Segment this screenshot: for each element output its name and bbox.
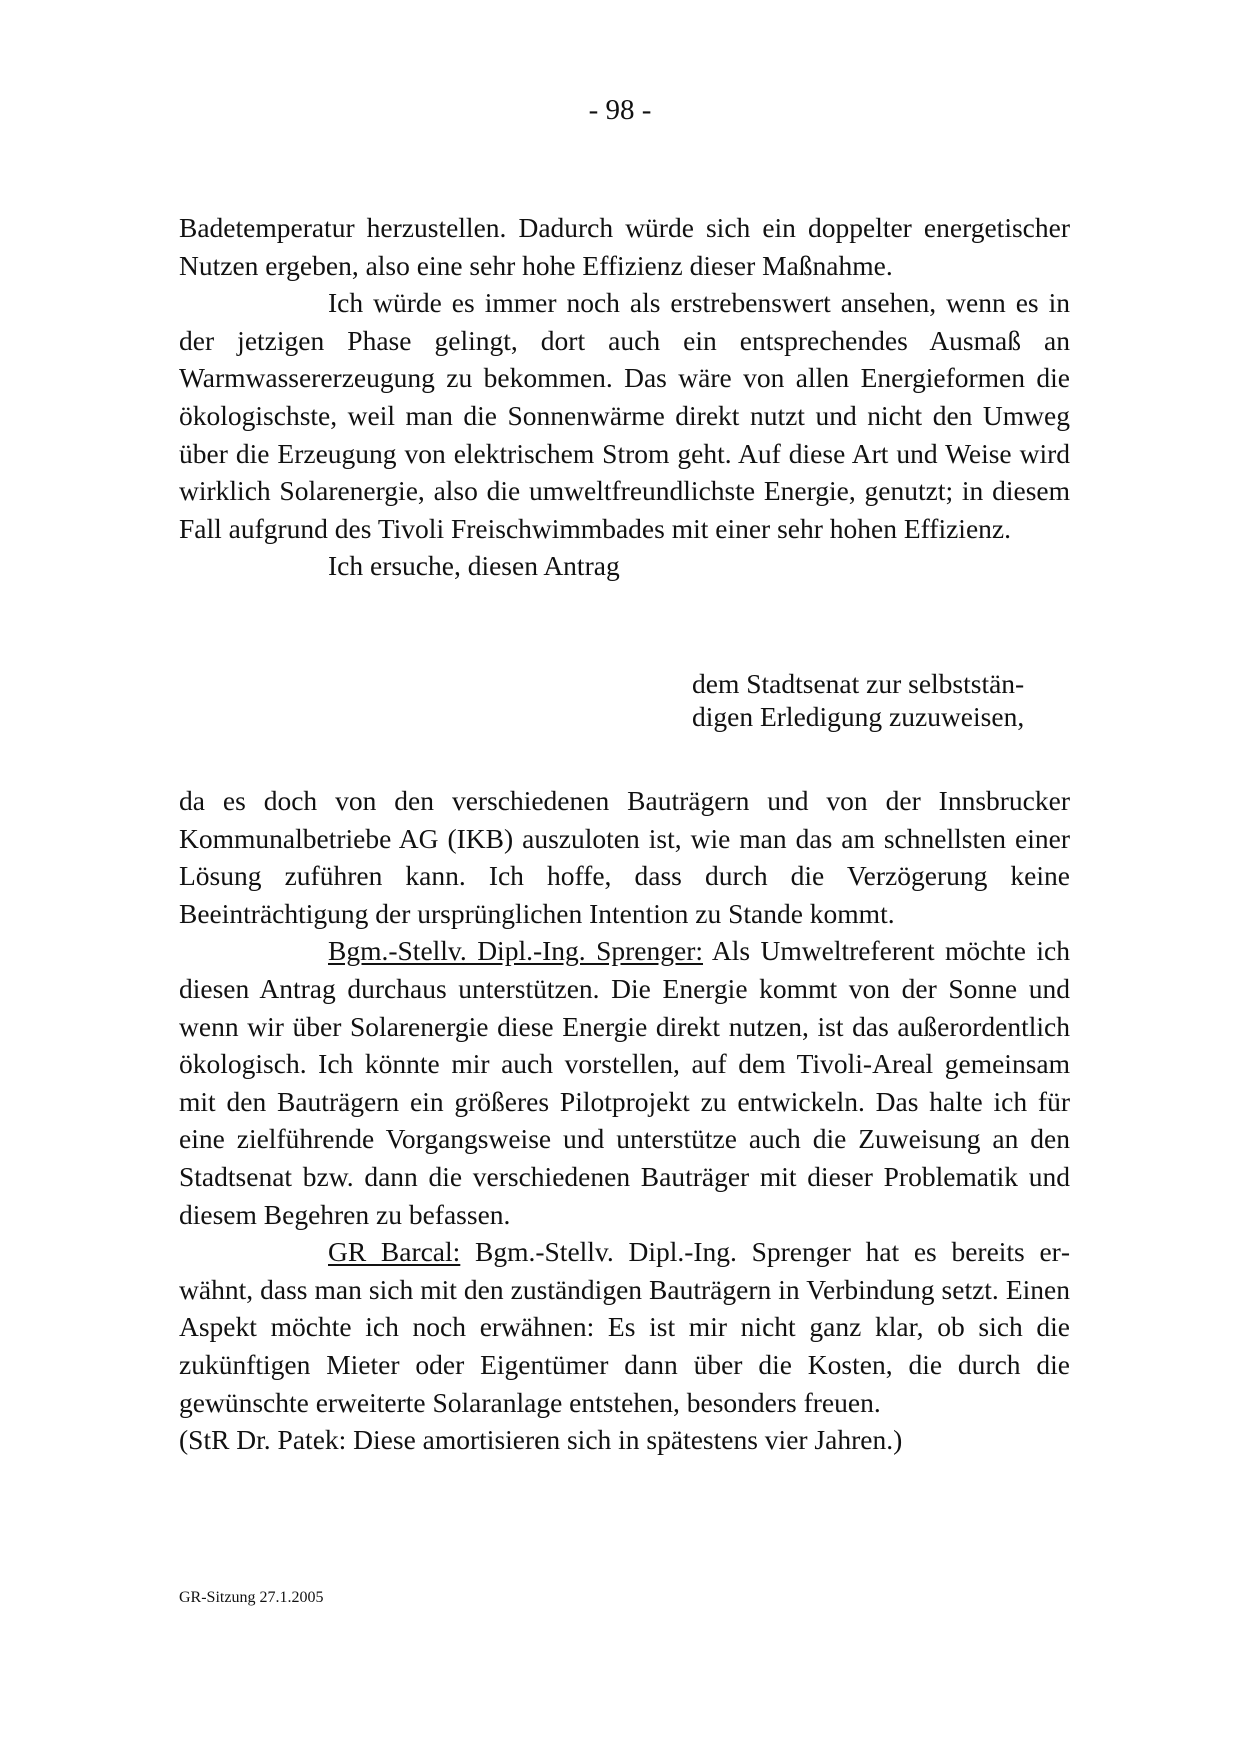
speaker-name: Bgm.-Stellv. Dipl.-Ing. Sprenger: (328, 935, 703, 967)
motion-line: dem Stadtsenat zur selbststän- (692, 668, 1025, 699)
motion-text (692, 667, 1082, 733)
speech-paragraph (179, 1233, 1070, 1421)
interjection: (StR Dr. Patek: Diese amortisieren sich in spätestens vier Jahren.) (179, 1424, 903, 1456)
footer-session-date: GR-Sitzung 27.1.2005 (179, 1589, 324, 1606)
text-block-lower (179, 782, 1070, 1459)
paragraph: da es doch von den verschiedenen Bauträgern und von der Innsbrucker Kommunalbetriebe AG (IKB) auszuloten ist, wie man das am schnellsten einer Lösung zuführen kann. Ich hoffe, dass durch die Verzögerung keine Beeinträchtigung der ursprünglichen Intention zu Stande kommt. (179, 785, 1070, 929)
speech-paragraph (179, 932, 1070, 1233)
paragraph: Ich würde es immer noch als erstrebenswert ansehen, wenn es in der jetzigen Phase gelingt, dort auch ein entsprechendes Ausmaß an Warmwassererzeugung zu bekommen. Das wäre von allen Energieformen die ökologischste, weil man die Sonnenwärme direkt nutzt und nicht den Umweg über die Erzeugung von elektrischem Strom geht. Auf diese Art und Weise wird wirklich Solarenergie, also die umweltfreundlichste Energie, genutzt; in diesem Fall aufgrund des Tivoli Freischwimmbades mit einer sehr hohen Effizienz. (179, 287, 1070, 544)
page-number: - 98 - (588, 94, 652, 126)
text-block-upper (179, 209, 1070, 585)
speech-text: Bgm.-Stellv. Dipl.-Ing. Sprenger hat es bereits erwähnt, dass man sich mit den zuständigen Bauträgern in Verbindung setzt. Einen Aspekt möchte ich noch erwähnen: Es ist mir nicht ganz klar, ob sich die zukünftigen Mieter oder Eigentümer dann über die Kosten, die durch die gewünschte erweiterte Solaranlage entstehen, besonders freuen. (179, 1236, 1070, 1418)
speech-text: Als Umweltreferent möchte ich diesen Antrag durchaus unterstützen. Die Energie kommt von der Sonne und wenn wir über Solarenergie diese Energie direkt nutzen, ist das außerordentlich ökologisch. Ich könnte mir auch vorstellen, auf dem Tivoli-Areal gemeinsam mit den Bauträgern ein größeres Pilotprojekt zu entwickeln. Das halte ich für eine zielführende Vorgangsweise und unterstütze auch die Zuweisung an den Stadtsenat bzw. dann die verschiedenen Bauträger mit dieser Problematik und diesem Begehren zu befassen. (179, 935, 1070, 1230)
paragraph: Badetemperatur herzustellen. Dadurch würde sich ein doppelter energetischer Nutzen ergeben, also eine sehr hohe Effizienz dieser Maßnahme. (179, 212, 1070, 281)
motion-line: digen Erledigung zuzuweisen, (692, 701, 1025, 732)
paragraph: Ich ersuche, diesen Antrag (328, 550, 620, 582)
speaker-name: GR Barcal: (328, 1236, 461, 1268)
